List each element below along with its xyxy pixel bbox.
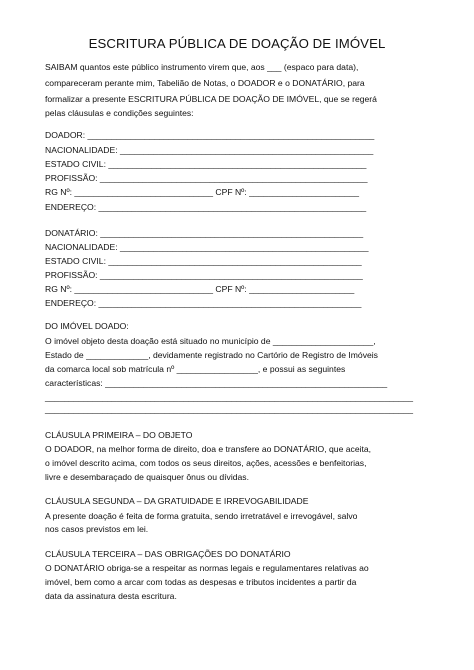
imovel-line: _____________________________________________________________________________ — [45, 392, 414, 402]
imovel-line: da comarca local sob matrícula nº _________________, e possui as seguintes — [45, 364, 346, 374]
clausula-line: A presente doação é feita de forma gratuita, sendo irretratável e irrevogável, salvo — [45, 511, 358, 521]
clausula-line: o imóvel descrito acima, com todos os seus direitos, ações, acessões e benfeitorias, — [45, 458, 367, 468]
doador-address-field: ENDEREÇO: ________________________________________________________ — [45, 202, 367, 212]
clausula-heading: CLÁUSULA PRIMEIRA – DO OBJETO — [45, 430, 193, 440]
clausula-line: livre e desembaraçado de quaisquer ônus ou dívidas. — [45, 472, 249, 482]
donatario-profession-field: PROFISSÃO: _______________________________________________________ — [45, 270, 363, 280]
donatario-nationality-field: NACIONALIDADE: ____________________________________________________ — [45, 242, 369, 252]
doador-civil-status-field: ESTADO CIVIL: ______________________________________________________ — [45, 159, 367, 169]
doador-rg-cpf-field: RG Nº: _____________________________ CPF Nº: _______________________ — [45, 187, 360, 197]
clausula-heading: CLÁUSULA TERCEIRA – DAS OBRIGAÇÕES DO DONATÁRIO — [45, 549, 291, 559]
doador-nationality-field: NACIONALIDADE: _____________________________________________________ — [45, 145, 374, 155]
intro-line: pelas cláusulas e condições seguintes: — [45, 108, 194, 118]
imovel-line: _____________________________________________________________________________ — [45, 404, 414, 414]
imovel-line: Estado de _____________, devidamente registrado no Cartório de Registro de Imóveis — [45, 350, 378, 360]
donatario-name-field: DONATÁRIO: _______________________________________________________ — [45, 228, 364, 238]
donatario-civil-status-field: ESTADO CIVIL: _____________________________________________________ — [45, 256, 362, 266]
intro-line: formalizar a presente ESCRITURA PÚBLICA DE DOAÇÃO DE IMÓVEL, que se regerá — [45, 94, 377, 104]
doador-profession-field: PROFISSÃO: ________________________________________________________ — [45, 173, 368, 183]
clausula-line: nos casos previstos em lei. — [45, 524, 149, 534]
document-title: ESCRITURA PÚBLICA DE DOAÇÃO DE IMÓVEL — [88, 36, 386, 51]
donatario-address-field: ENDEREÇO: _______________________________________________________ — [45, 298, 362, 308]
intro-line: compareceram perante mim, Tabelião de Notas, o DOADOR e o DONATÁRIO, para — [45, 78, 365, 88]
clausula-heading: CLÁUSULA SEGUNDA – DA GRATUIDADE E IRREVOGABILIDADE — [45, 496, 309, 506]
intro-line: SAIBAM quantos este público instrumento virem que, aos ___ (espaco para data), — [45, 62, 359, 72]
clausula-line: data da assinatura desta escritura. — [45, 591, 177, 601]
clausula-line: O DOADOR, na melhor forma de direito, doa e transfere ao DONATÁRIO, que aceita, — [45, 444, 372, 454]
doador-name-field: DOADOR: ____________________________________________________________ — [45, 130, 375, 140]
clausula-line: imóvel, bem como a arcar com todas as despesas e tributos incidentes a partir da — [45, 577, 357, 587]
donatario-rg-cpf-field: RG Nº: _____________________________ CPF Nº: ______________________ — [45, 284, 355, 294]
imovel-line: O imóvel objeto desta doação está situado no município de _____________________, — [45, 336, 376, 346]
imovel-line: características: ___________________________________________________________ — [45, 378, 388, 388]
clausula-line: O DONATÁRIO obriga-se a respeitar as normas legais e regulamentares relativas ao — [45, 563, 369, 573]
imovel-heading: DO IMÓVEL DOADO: — [45, 321, 129, 331]
